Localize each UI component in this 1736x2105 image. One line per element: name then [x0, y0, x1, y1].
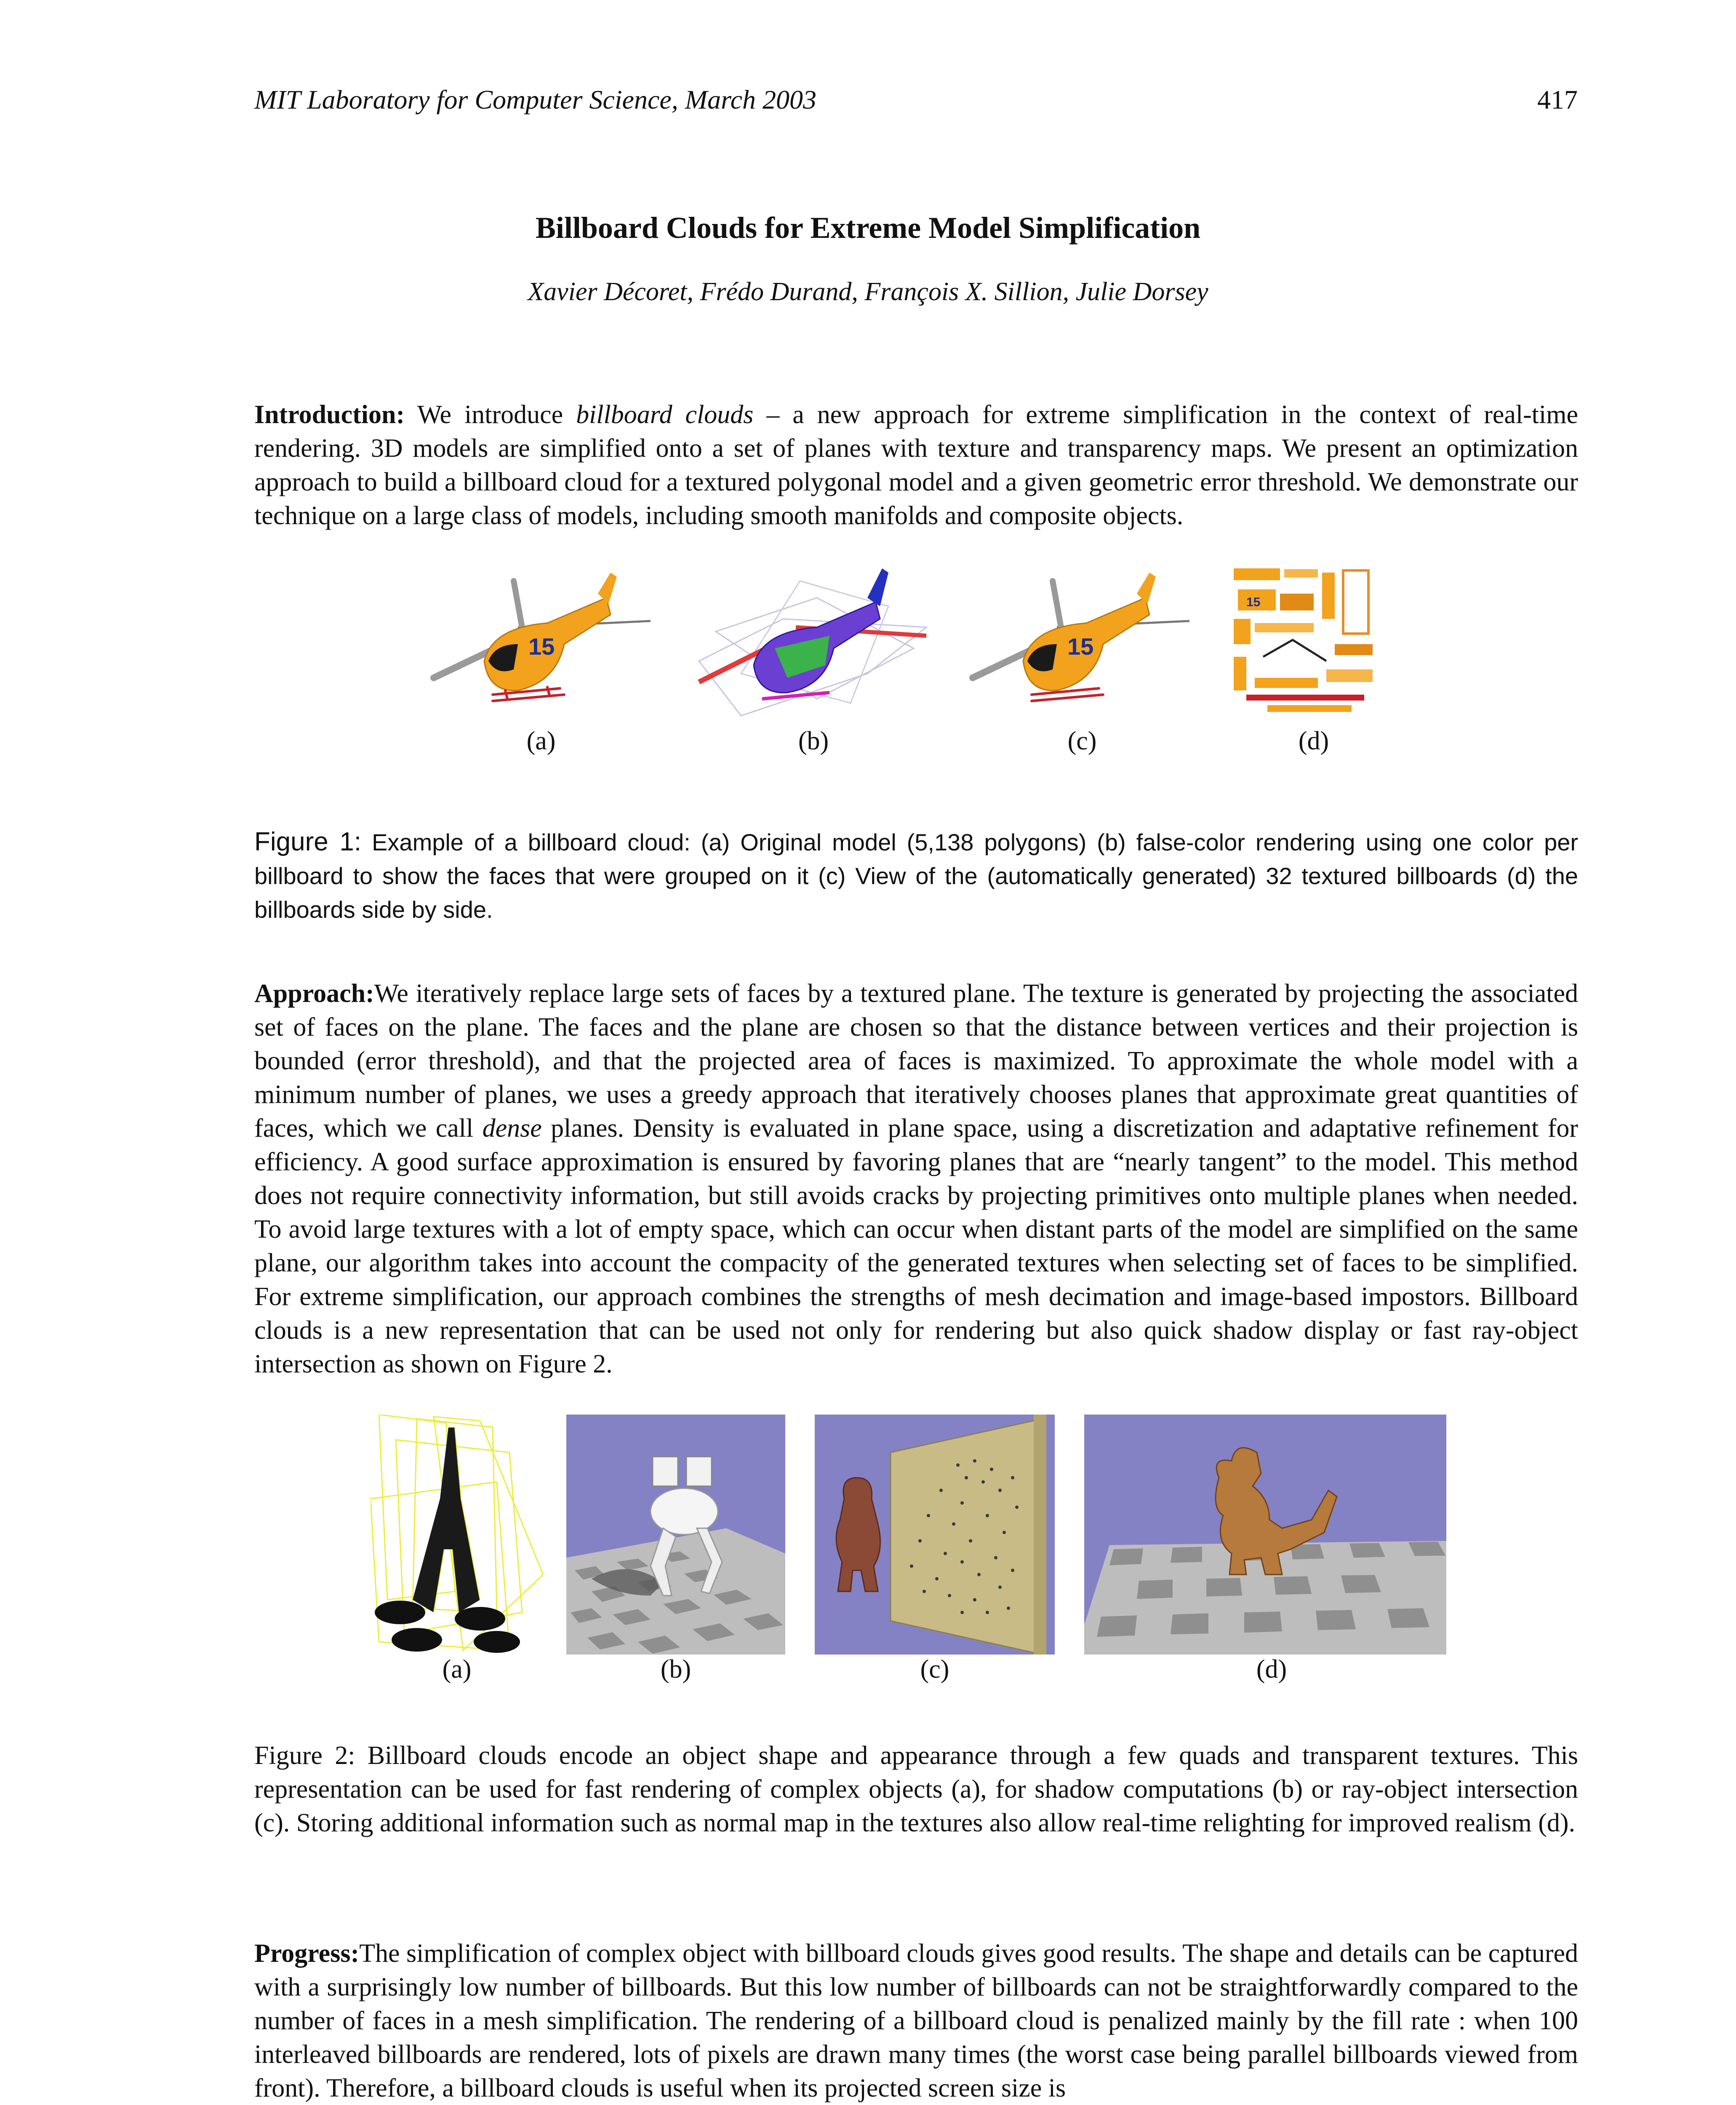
- approach-heading: Approach:: [254, 979, 374, 1008]
- introduction-text-rest: – a new approach for extreme simplification in the context of real-time rendering. 3D models are simplified onto a set of planes with texture and transparency maps. We present an optimization approach to build a billboard cloud for a textured polygonal model and a given geometric error threshold. We demonstrate our technique on a large class of models, including smooth manifolds and composite objects.: [254, 400, 1578, 530]
- figure-2c-label: (c): [920, 1655, 949, 1684]
- figure-1-caption: [254, 825, 1578, 927]
- approach-text-rest: planes. Density is evaluated in plane space, using a discretization and adaptative refinement for efficiency. A good surface approximation is ensured by favoring planes that are “nearly tangent” to the model. This method does not require connectivity information, but still avoids cracks by projecting primitives onto multiple planes when needed. To avoid large textures with a lot of empty space, which can occur when distant parts of the model are simplified on the same plane, our algorithm takes into account the compacity of the generated textures when selecting set of faces to be simplified. For extreme simplification, our approach combines the strengths of mesh decimation and image-based impostors. Billboard clouds is a new representation that can be used not only for rendering but also quick shadow display or fast ray-object intersection as shown on Figure 2.: [254, 1114, 1578, 1378]
- svg-text:15: 15: [1067, 633, 1094, 660]
- introduction-paragraph: [254, 398, 1578, 533]
- figure-2a-eiffel-tower-image: [371, 1415, 552, 1659]
- progress-heading: Progress:: [254, 1939, 360, 1968]
- figure-1d-texture-atlas-image: [1229, 564, 1381, 716]
- approach-emphasis: dense: [482, 1114, 542, 1143]
- figure-2b-shadow-image: [566, 1415, 785, 1655]
- figure-1-caption-text: Example of a billboard cloud: (a) Original model (5,138 polygons) (b) false-color rendering using one color per billboard to show the faces that were grouped on it (c) View of the (automatically generated) 32 textured billboards (d) the billboards side by side.: [254, 829, 1579, 923]
- figure-2b-label: (b): [660, 1655, 691, 1684]
- approach-paragraph: [254, 977, 1578, 1381]
- figure-2d-label: (d): [1256, 1655, 1287, 1684]
- figure-1b-false-color-image: [691, 564, 935, 724]
- figure-2c-ray-intersection-image: [815, 1415, 1055, 1655]
- figure-1a-label: (a): [526, 727, 556, 755]
- running-header: MIT Laboratory for Computer Science, March 2003: [254, 85, 816, 115]
- page-number: 417: [1537, 85, 1578, 115]
- paper-title: Billboard Clouds for Extreme Model Simplification: [535, 211, 1201, 245]
- figure-1c-label: (c): [1067, 727, 1097, 755]
- figure-1-caption-label: Figure 1:: [254, 827, 362, 856]
- figure-1a-helicopter-image: [421, 564, 665, 716]
- svg-text:15: 15: [528, 633, 555, 660]
- figure-2-caption: Figure 2: Billboard clouds encode an object shape and appearance through a few quads and transparent textures. This representation can be used for fast rendering of complex objects (a), for shadow computations (b) or ray-object intersection (c). Storing additional information such as normal map in the textures also allow real-time relighting for improved realism (d).: [254, 1741, 1578, 1837]
- introduction-emphasis: billboard clouds: [576, 400, 754, 429]
- approach-text-start: We iteratively replace large sets of faces by a textured plane. The texture is generated by projecting the associated set of faces on the plane. The faces and the plane are chosen so that the distance between vertices and their projection is bounded (error threshold), and that the projected area of faces is maximized. To approximate the whole model with a minimum number of planes, we uses a greedy approach that iteratively chooses planes that approximate great quantities of faces, which we call: [254, 979, 1578, 1143]
- figure-2a-label: (a): [442, 1655, 472, 1684]
- progress-paragraph: [254, 1937, 1578, 2105]
- progress-text: The simplification of complex object with billboard clouds gives good results. The shape and details can be captured with a surprisingly low number of billboards. But this low number of billboards can not be straightforwardly compared to the number of faces in a mesh simplification. The rendering of a billboard cloud is penalized mainly by the fill rate : when 100 interleaved billboards are rendered, lots of pixels are drawn many times (the worst case being parallel billboards viewed from front). Therefore, a billboard clouds is useful when its projected screen size is: [254, 1939, 1578, 2102]
- svg-text:15: 15: [1246, 595, 1261, 609]
- introduction-text-start: We introduce: [417, 400, 563, 429]
- figure-2d-relighting-image: [1084, 1415, 1446, 1655]
- figure-1c-billboards-image: [960, 564, 1204, 716]
- introduction-heading: Introduction:: [254, 400, 405, 429]
- figure-1d-label: (d): [1298, 727, 1329, 755]
- figure-1b-label: (b): [798, 727, 829, 755]
- author-list: Xavier Décoret, Frédo Durand, François X. Sillion, Julie Dorsey: [528, 277, 1208, 306]
